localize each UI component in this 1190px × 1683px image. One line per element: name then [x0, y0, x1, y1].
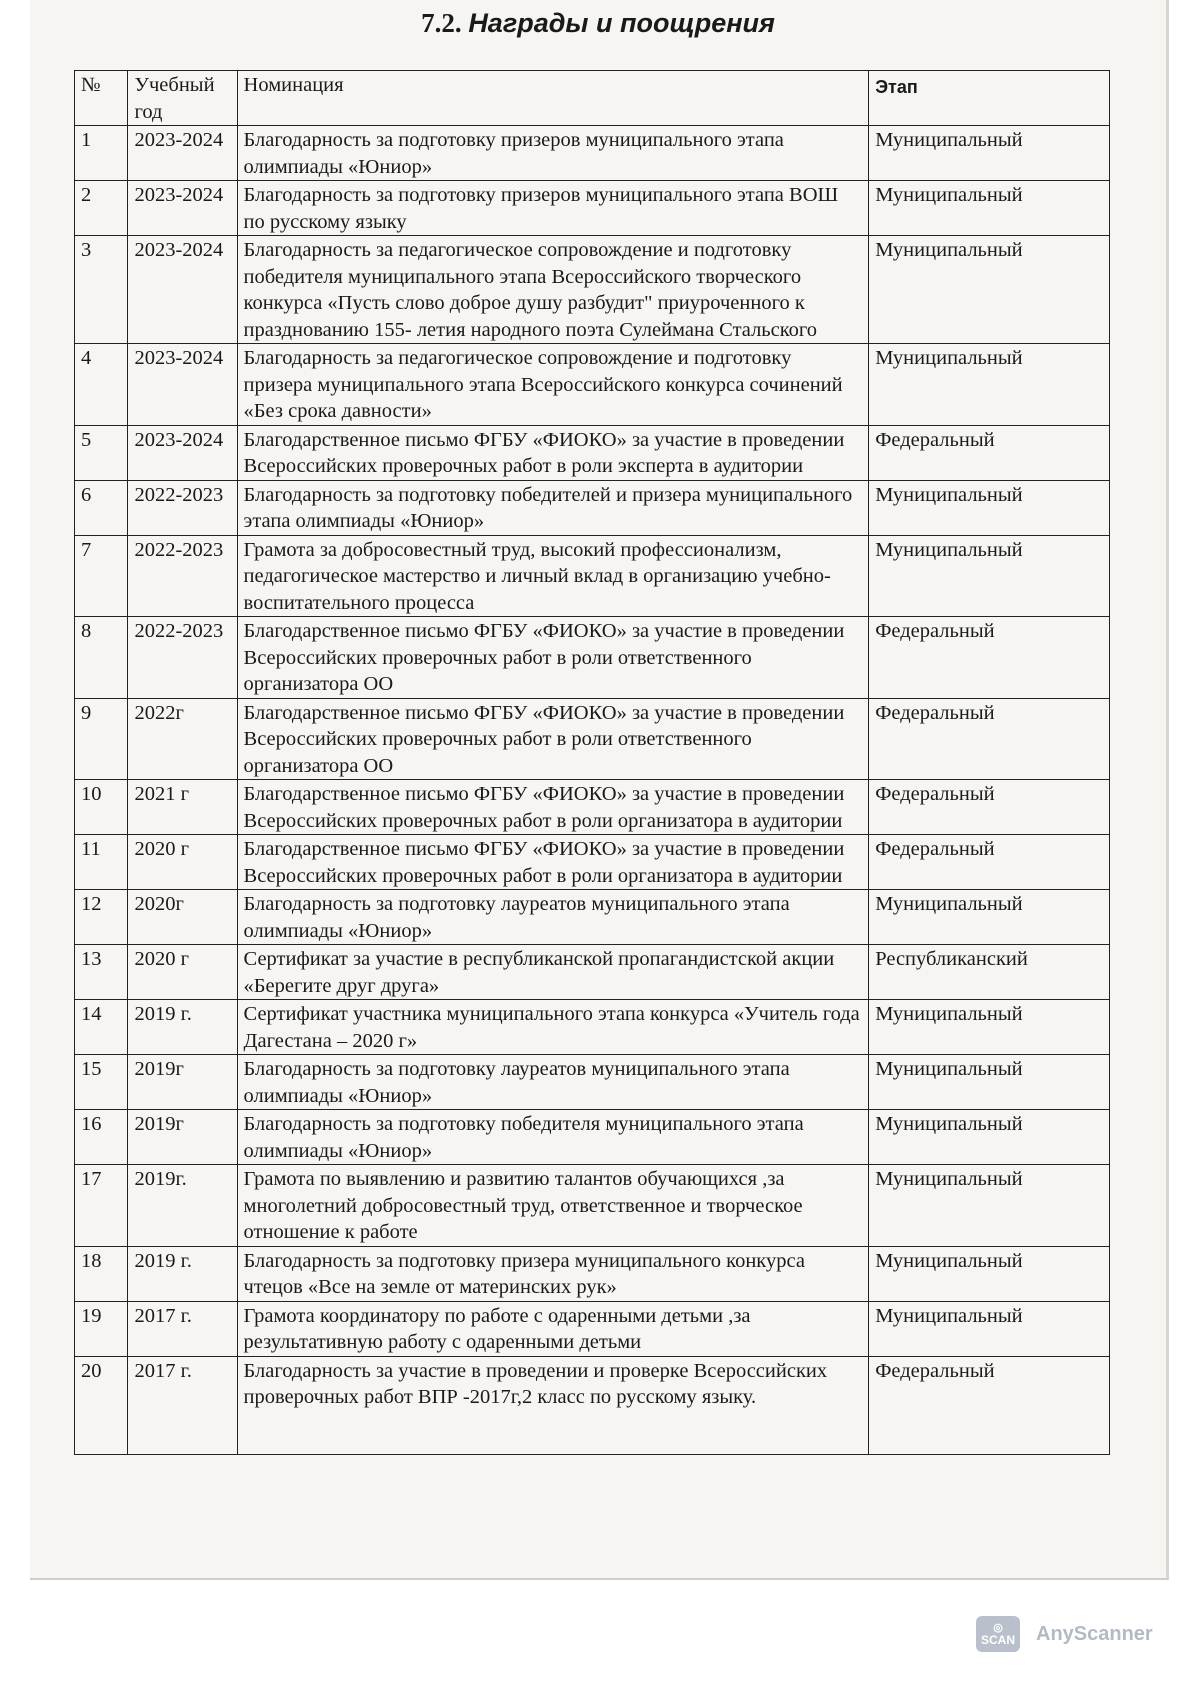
cell-num: 15 — [75, 1055, 128, 1110]
cell-year: 2022-2023 — [128, 535, 237, 617]
cell-nomination: Благодарность за подготовку победителей и призера муниципального этапа олимпиады «Юниор» — [237, 480, 869, 535]
cell-nomination: Благодарность за подготовку победителя муниципального этапа олимпиады «Юниор» — [237, 1110, 869, 1165]
cell-num: 8 — [75, 617, 128, 699]
cell-year: 2019 г. — [128, 1246, 237, 1301]
cell-year: 2019г — [128, 1110, 237, 1165]
cell-nomination: Благодарственное письмо ФГБУ «ФИОКО» за участие в проведении Всероссийских проверочных работ в роли ответственного организатора ОО — [237, 698, 869, 780]
cell-stage: Муниципальный — [869, 1000, 1110, 1055]
cell-stage: Муниципальный — [869, 126, 1110, 181]
cell-num: 4 — [75, 344, 128, 426]
cell-num: 14 — [75, 1000, 128, 1055]
cell-stage: Муниципальный — [869, 1055, 1110, 1110]
cell-stage: Муниципальный — [869, 535, 1110, 617]
header-stage: Этап — [869, 71, 1110, 126]
cell-nomination: Сертификат за участие в республиканской пропагандистской акции «Берегите друг друга» — [237, 945, 869, 1000]
cell-num: 19 — [75, 1301, 128, 1356]
cell-nomination: Благодарственное письмо ФГБУ «ФИОКО» за участие в проведении Всероссийских проверочных работ в роли организатора в аудитории — [237, 780, 869, 835]
cell-num: 12 — [75, 890, 128, 945]
scan-logo-text: SCAN — [980, 1633, 1015, 1647]
cell-stage: Муниципальный — [869, 181, 1110, 236]
table-row — [75, 181, 1110, 236]
header-num: № — [75, 71, 128, 126]
cell-nomination: Благодарность за подготовку призеров муниципального этапа ВОШ по русскому языку — [237, 181, 869, 236]
scanner-app-name: AnyScanner — [1036, 1622, 1153, 1645]
cell-stage: Федеральный — [869, 835, 1110, 890]
cell-num: 11 — [75, 835, 128, 890]
cell-num: 9 — [75, 698, 128, 780]
cell-nomination: Благодарность за подготовку лауреатов муниципального этапа олимпиады «Юниор» — [237, 890, 869, 945]
cell-nomination: Благодарственное письмо ФГБУ «ФИОКО» за участие в проведении Всероссийских проверочных работ в роли организатора в аудитории — [237, 835, 869, 890]
cell-year: 2022г — [128, 698, 237, 780]
cell-year: 2019 г. — [128, 1000, 237, 1055]
cell-year: 2019г — [128, 1055, 237, 1110]
table-row — [75, 890, 1110, 945]
cell-num: 5 — [75, 425, 128, 480]
table-row — [75, 236, 1110, 344]
cell-stage: Федеральный — [869, 617, 1110, 699]
cell-year: 2019г. — [128, 1165, 237, 1247]
table-row — [75, 344, 1110, 426]
header-year: Учебный год — [128, 71, 237, 126]
cell-year: 2023-2024 — [128, 181, 237, 236]
cell-year: 2020г — [128, 890, 237, 945]
table-row — [75, 1000, 1110, 1055]
cell-num: 18 — [75, 1246, 128, 1301]
cell-num: 13 — [75, 945, 128, 1000]
cell-stage: Федеральный — [869, 1356, 1110, 1454]
cell-stage: Республиканский — [869, 945, 1110, 1000]
section-title — [30, 8, 1166, 39]
cell-year: 2023-2024 — [128, 425, 237, 480]
cell-num: 6 — [75, 480, 128, 535]
cell-num: 7 — [75, 535, 128, 617]
cell-year: 2023-2024 — [128, 126, 237, 181]
cell-stage: Муниципальный — [869, 236, 1110, 344]
cell-year: 2022-2023 — [128, 617, 237, 699]
cell-nomination: Благодарность за подготовку призера муниципального конкурса чтецов «Все на земле от материнских рук» — [237, 1246, 869, 1301]
cell-num: 3 — [75, 236, 128, 344]
cell-stage: Муниципальный — [869, 344, 1110, 426]
cell-nomination: Благодарственное письмо ФГБУ «ФИОКО» за участие в проведении Всероссийских проверочных работ в роли эксперта в аудитории — [237, 425, 869, 480]
cell-year: 2021 г — [128, 780, 237, 835]
cell-nomination: Благодарность за подготовку призеров муниципального этапа олимпиады «Юниор» — [237, 126, 869, 181]
cell-year: 2020 г — [128, 835, 237, 890]
table-row — [75, 126, 1110, 181]
cell-nomination: Грамота координатору по работе с одаренными детьми ,за результативную работу с одаренными детьми — [237, 1301, 869, 1356]
cell-nomination: Грамота по выявлению и развитию талантов обучающихся ,за многолетний добросовестный труд, ответственное и творческое отношение к работе — [237, 1165, 869, 1247]
table-header-row — [75, 71, 1110, 126]
cell-nomination: Благодарность за подготовку лауреатов муниципального этапа олимпиады «Юниор» — [237, 1055, 869, 1110]
header-nomination: Номинация — [237, 71, 869, 126]
table-row — [75, 480, 1110, 535]
cell-num: 2 — [75, 181, 128, 236]
cell-stage: Муниципальный — [869, 1301, 1110, 1356]
cell-num: 16 — [75, 1110, 128, 1165]
cell-year: 2020 г — [128, 945, 237, 1000]
cell-num: 20 — [75, 1356, 128, 1454]
section-title-text: Награды и поощрения — [468, 8, 775, 38]
table-row — [75, 945, 1110, 1000]
cell-nomination: Благодарность за педагогическое сопровождение и подготовку победителя муниципального этапа Всероссийского творческого конкурса «Пусть слово доброе душу разбудит" приуроченного к празднованию 155- летия народного поэта Сулеймана Стальского — [237, 236, 869, 344]
cell-stage: Муниципальный — [869, 1165, 1110, 1247]
table-row — [75, 1165, 1110, 1247]
cell-year: 2023-2024 — [128, 344, 237, 426]
cell-nomination: Благодарность за педагогическое сопровождение и подготовку призера муниципального этапа Всероссийского конкурса сочинений «Без срока давности» — [237, 344, 869, 426]
table-row — [75, 835, 1110, 890]
cell-nomination: Благодарственное письмо ФГБУ «ФИОКО» за участие в проведении Всероссийских проверочных работ в роли ответственного организатора ОО — [237, 617, 869, 699]
table-row — [75, 1356, 1110, 1454]
cell-stage: Муниципальный — [869, 890, 1110, 945]
cell-num: 10 — [75, 780, 128, 835]
table-row — [75, 1301, 1110, 1356]
cell-stage: Федеральный — [869, 425, 1110, 480]
table-row — [75, 780, 1110, 835]
cell-stage: Федеральный — [869, 698, 1110, 780]
cell-nomination: Сертификат участника муниципального этапа конкурса «Учитель года Дагестана – 2020 г» — [237, 1000, 869, 1055]
scan-logo-icon: ◎ SCAN — [976, 1616, 1020, 1652]
table-row — [75, 1246, 1110, 1301]
table-row — [75, 535, 1110, 617]
cell-nomination: Грамота за добросовестный труд, высокий профессионализм, педагогическое мастерство и личный вклад в организацию учебно- воспитательного процесса — [237, 535, 869, 617]
cell-stage: Муниципальный — [869, 1110, 1110, 1165]
cell-num: 1 — [75, 126, 128, 181]
cell-num: 17 — [75, 1165, 128, 1247]
cell-stage: Федеральный — [869, 780, 1110, 835]
table-row — [75, 698, 1110, 780]
cell-stage: Муниципальный — [869, 1246, 1110, 1301]
cell-year: 2017 г. — [128, 1301, 237, 1356]
table-row — [75, 617, 1110, 699]
cell-year: 2022-2023 — [128, 480, 237, 535]
table-row — [75, 1055, 1110, 1110]
table-row — [75, 1110, 1110, 1165]
cell-stage: Муниципальный — [869, 480, 1110, 535]
document-page — [30, 0, 1169, 1580]
cell-nomination: Благодарность за участие в проведении и проверке Всероссийских проверочных работ ВПР -2017г,2 класс по русскому языку. — [237, 1356, 869, 1454]
awards-table — [74, 70, 1110, 1455]
scanner-watermark — [976, 1616, 1153, 1652]
cell-year: 2017 г. — [128, 1356, 237, 1454]
cell-year: 2023-2024 — [128, 236, 237, 344]
section-number: 7.2. — [421, 8, 462, 38]
table-row — [75, 425, 1110, 480]
